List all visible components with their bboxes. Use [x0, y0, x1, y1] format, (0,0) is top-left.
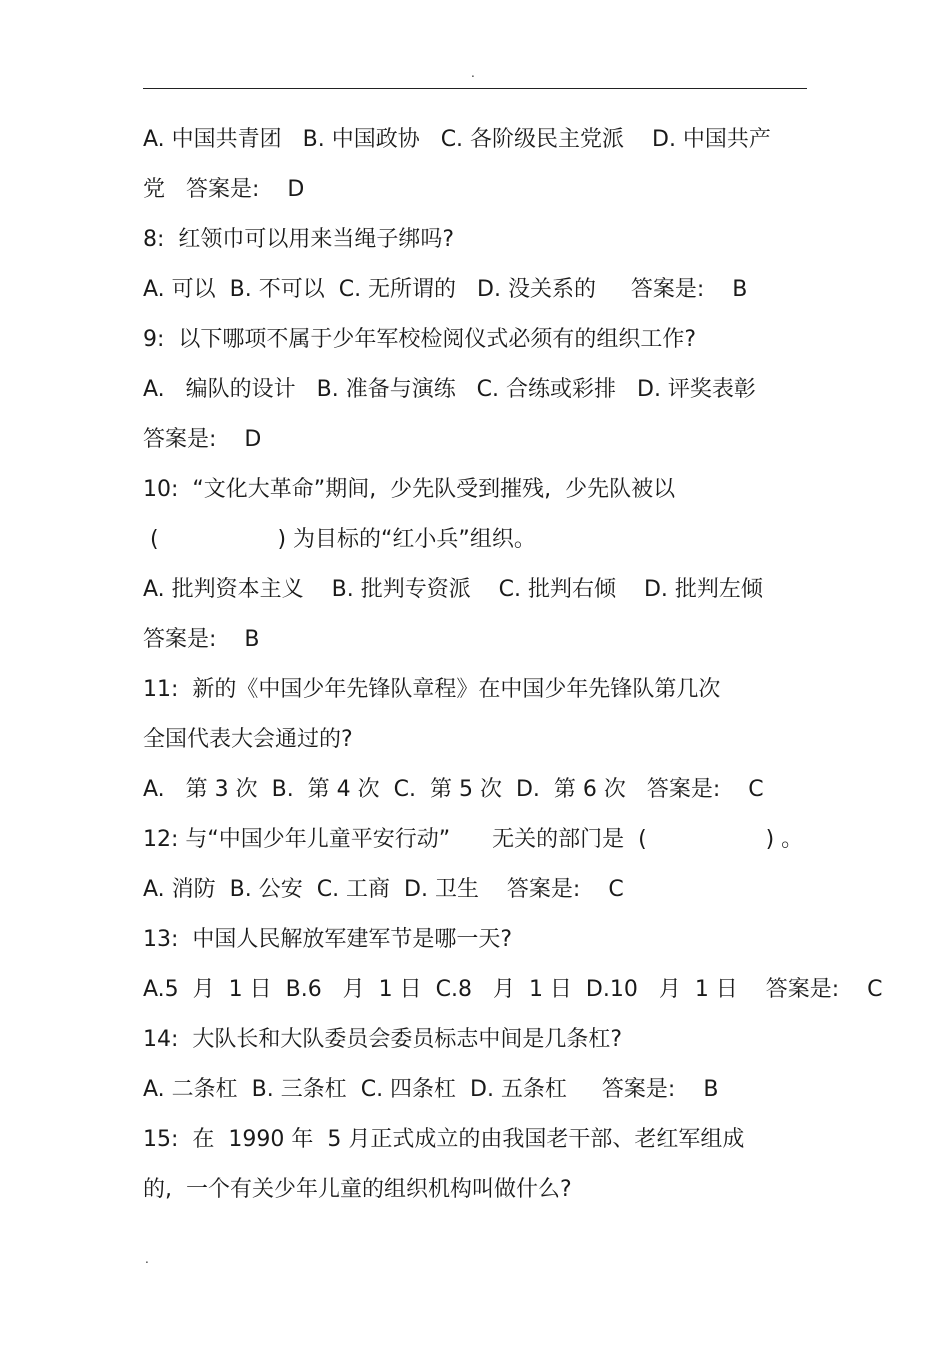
text-line: 答案是: D	[143, 427, 262, 452]
text-line: 全国代表大会通过的?	[143, 727, 353, 752]
text-line: 11: 新的《中国少年先锋队章程》在中国少年先锋队第几次	[143, 677, 721, 702]
text-line: 8: 红领巾可以用来当绳子绑吗?	[143, 227, 455, 252]
text-line: 13: 中国人民解放军建军节是哪一天?	[143, 927, 513, 952]
header-dot: .	[471, 66, 475, 80]
document-body	[143, 115, 883, 1215]
text-line: A.5 月 1 日 B.6 月 1 日 C.8 月 1 日 D.10 月 1 日 答案是: C	[143, 977, 883, 1002]
text-line: 的, 一个有关少年儿童的组织机构叫做什么?	[143, 1177, 572, 1202]
text-line: A. 中国共青团 B. 中国政协 C. 各阶级民主党派 D. 中国共产	[143, 127, 771, 152]
text-line: A. 批判资本主义 B. 批判专资派 C. 批判右倾 D. 批判左倾	[143, 577, 763, 602]
text-line: A. 编队的设计 B. 准备与演练 C. 合练或彩排 D. 评奖表彰	[143, 377, 756, 402]
text-line: 10: “文化大革命”期间, 少先队受到摧残, 少先队被以	[143, 477, 676, 502]
text-line: 党 答案是: D	[143, 177, 305, 202]
text-line: A. 消防 B. 公安 C. 工商 D. 卫生 答案是: C	[143, 877, 624, 902]
text-line: A. 第 3 次 B. 第 4 次 C. 第 5 次 D. 第 6 次 答案是: C	[143, 777, 764, 802]
header-rule	[143, 88, 807, 89]
text-line: 12: 与“中国少年儿童平安行动” 无关的部门是 ( ) 。	[143, 827, 804, 852]
text-line: 14: 大队长和大队委员会委员标志中间是几条杠?	[143, 1027, 623, 1052]
text-line: A. 可以 B. 不可以 C. 无所谓的 D. 没关系的 答案是: B	[143, 277, 748, 302]
text-line: 15: 在 1990 年 5 月正式成立的由我国老干部、老红军组成	[143, 1127, 745, 1152]
text-line: 答案是: B	[143, 627, 260, 652]
text-line: A. 二条杠 B. 三条杠 C. 四条杠 D. 五条杠 答案是: B	[143, 1077, 719, 1102]
text-line: ( ) 为目标的“红小兵”组织。	[143, 527, 536, 552]
text-line: 9: 以下哪项不属于少年军校检阅仪式必须有的组织工作?	[143, 327, 697, 352]
footer-dot: .	[145, 1252, 149, 1266]
